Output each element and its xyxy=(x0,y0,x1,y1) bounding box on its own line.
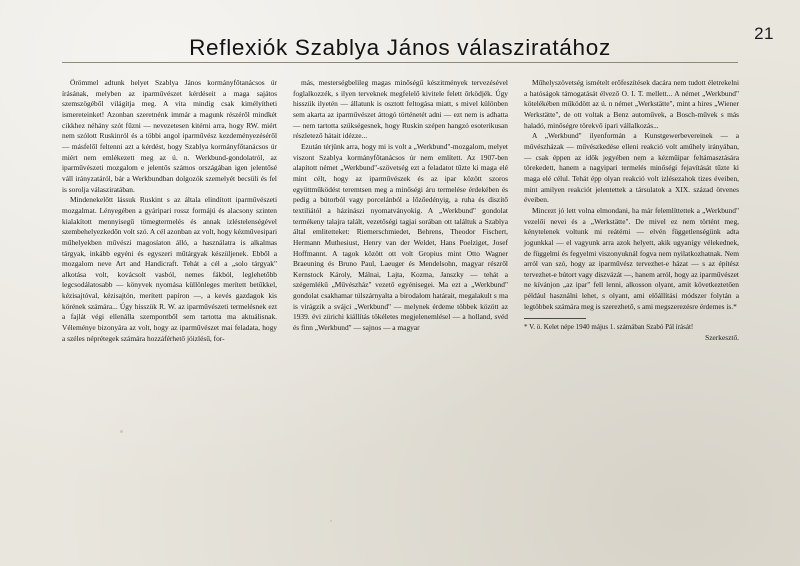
column-1 xyxy=(62,78,277,344)
page-number: 21 xyxy=(754,24,774,43)
editor-signature: Szerkesztő. xyxy=(705,332,739,342)
page-title: Reflexiók Szablya János válasziratához xyxy=(189,35,611,61)
paragraph: Örömmel adtunk helyet Szablya János kormányfőtanácsos úr írásának, melyben az iparművészet kérdéseit a maga sajátos szemszögéből világítja meg. A vita mindig csak kimélyítheti ismereteinket! Azonban szeretnénk immár a magunk részéről mindkét cikkhez néhány szót fűzni — nevezetesen kitérni arra, hogy RW. miért nem szólott Ruskinról és a többi angol iparművész kezdeményezéséről — másfelől feltenni azt a kérdést, hogy Szablya kormányfőtanácsos úr miért nem emlékezett meg az ú. n. Werkbund-gondolatról, az iparművészeti mozgalom e jelentős számos országában igen jelentősé váll irányzatáról, bár a Werkbundban dolgozók szemelyét becsüli és fel is sorolja válasziratában. xyxy=(62,78,277,194)
column-2 xyxy=(293,78,508,344)
paragraph: Mindenekelőtt lássuk Ruskint s az általa elindított iparművészeti mozgalmat. Lényegében a gyáripari rossz formájú és alacsony szinten kialakított mennyisegű tömegtermelés és annak izléstelenségével szembehelyezkedőn volt szó. A cél azonban az volt, hogy kézművesipari műhelyekben művészi magosíaton álló, a használatra is alkalmas tárgyak, inkább egyéni és egyszeri műtárgyak készüljenek. Ebből a mozgalom neve Art and Handicraft. Tehát a cél a „solo tárgyak" alkotása volt, kovácsolt vasból, nemes fákból, leglehetőbb legcsodálatosabb — könyvek nyomása küllönleges merített betűkkel, kézisajtóval, kézisajtón, merített papíron —, a kevés gazdagok kis körének számára... Úgy hisszük R. W. az iparművészeti termelésnek ezt a fajlát végi ellenálla szempontből sem tartotta ma aktuálisnak. Véleménye bizonyára az volt, hogy az iparművészet mai feladata, hogy a széles néprétegek számára hozzáférhető jóizlésű, for- xyxy=(62,195,277,343)
paragraph: más, mesterségbelileg magas minőségű készitmények tervezésével foglalkozzék, s ilyen terveknek megfelelő kivitele felett őrködjék. Úgy hisszük ilyetén — állatunk is osztott feltogása miatt, s mivel különben sem akarta az iparművészet áttogó történetét adni — ezt nem is adhatta — nem tartotta szükségesnek, hogy Ruskin szépen hangzó esoterikusan részletező hátait idézze... xyxy=(293,78,508,141)
paragraph: Műhelyszövetség ismételt erőfeszítések dacára nem tudott életrekelni a hatóságok támogatását élvező O. I. T. mellett... A német „Werkbund" kötelékében működött az ú. n német „Werkstätte", mint a hires „Wiener Werkstätte", de ott voltak a Benz autoművek, a Bosch-művek s más haladó, minőségre törekvő ipari vállalkozás... xyxy=(524,78,739,130)
paper-speck xyxy=(120,430,123,433)
paragraph: A „Werkbund" ilyenformán a Kunstgewerbevereinek — a művészházak — művészkedése elleni reakció volt aműhely irányában, — csak éppen az idők jegyében nem a kézműipar feltámasztására törekedett, hanem a nagyipari termelés minőségi fejavítását tűzte ki maga elé célul. Tehát épp olyan reakció volt izlésezahok tizes éveiben, mint amilyen reakciót jelentettek a társulatok a XIX. század ötvenes éveiben. xyxy=(524,131,739,205)
text-columns xyxy=(62,78,740,344)
footnote: * V. ö. Kelet népe 1940 május 1. számában Szabó Pál írását! xyxy=(524,323,694,332)
paper-speck xyxy=(330,520,332,522)
paragraph: Ezután térjünk arra, hogy mi is volt a „Werkbund"-mozgalom, melyet viszont Szablya kormányfőtanácsos úr nem említett. Az 1907-ben alapított német „Werkbund"-szövetség ezt a feladatot tűzte ki maga elé mint célt, hogy az iparművészek és az ipar között szoros együttműködést teremtsen meg a minőségi áru termelése érdekében és pedig a bútorból vagy porcelánból a lőzőedényig, a ruha és diszítő textiliától a házinászi nyomatványokig. A „Werkbund" gondolat termékeny talajra talált, vezetőségi tagjai sorában ott találtuk a Szablya által emlitetteket: Riemerschmiedet, Behrens, Theodor Fischert, Hermann Muthesiust, Henry van der Weldet, Hans Poelziget, Josef Hoffmannt. A tagok között ott volt Gropius mint Otto Wagner Braeuning és Bruno Paul, Laeuger és Mendelsohn, magyar részről Kernstock Károly, Málnai, Lajta, Kozma, Janszky — tehát a szégemlékű „Művészház" vezető egyénisegei. Ma ezt a „Werkbund" gondolat csakhamar túlszárnyalta a birodalom határait, megalakult s ma is virágzik a svájci „Werkbund" — melynek érdeme többek között az 1939. évi zürichi kiállítás tökéletes megjelenemlésel — a holland, svéd és finn „Werkbund" — sajnos — a magyar xyxy=(293,141,508,333)
header-divider xyxy=(62,62,738,63)
paragraph: Mincezt jó lett volna elmondani, ha már felemlíttettek a „Werkbund" vezelői nevei és a „Werkstätte". De mivel ez nem történt meg, kénytelenek voltunk mi reátérni — elvén függetlenségünk adta jogunkkal — el vagyunk arra azok helyett, akik ugyanígy vélekednek, de függelmi és fegyelmi viszonyuknál fogva nem nyilatkozhatnak. Nem arról van szó, hogy az iparművész tervezhet-e házat — s az építész tervezhet-e bútort vagy díszvázát —, hanem arról, hogy az iparművészet ne kívánjon „az ipar" fell lenni, alkosson olyant, amit következtetően például használni lehet, s olyant, ami előállítási módszer folytán a legtöbbek számára meg is szerezhető, s ami megszerezésre érdemes is.* xyxy=(524,205,739,311)
column-3 xyxy=(524,78,739,344)
footnote-divider xyxy=(524,318,586,319)
